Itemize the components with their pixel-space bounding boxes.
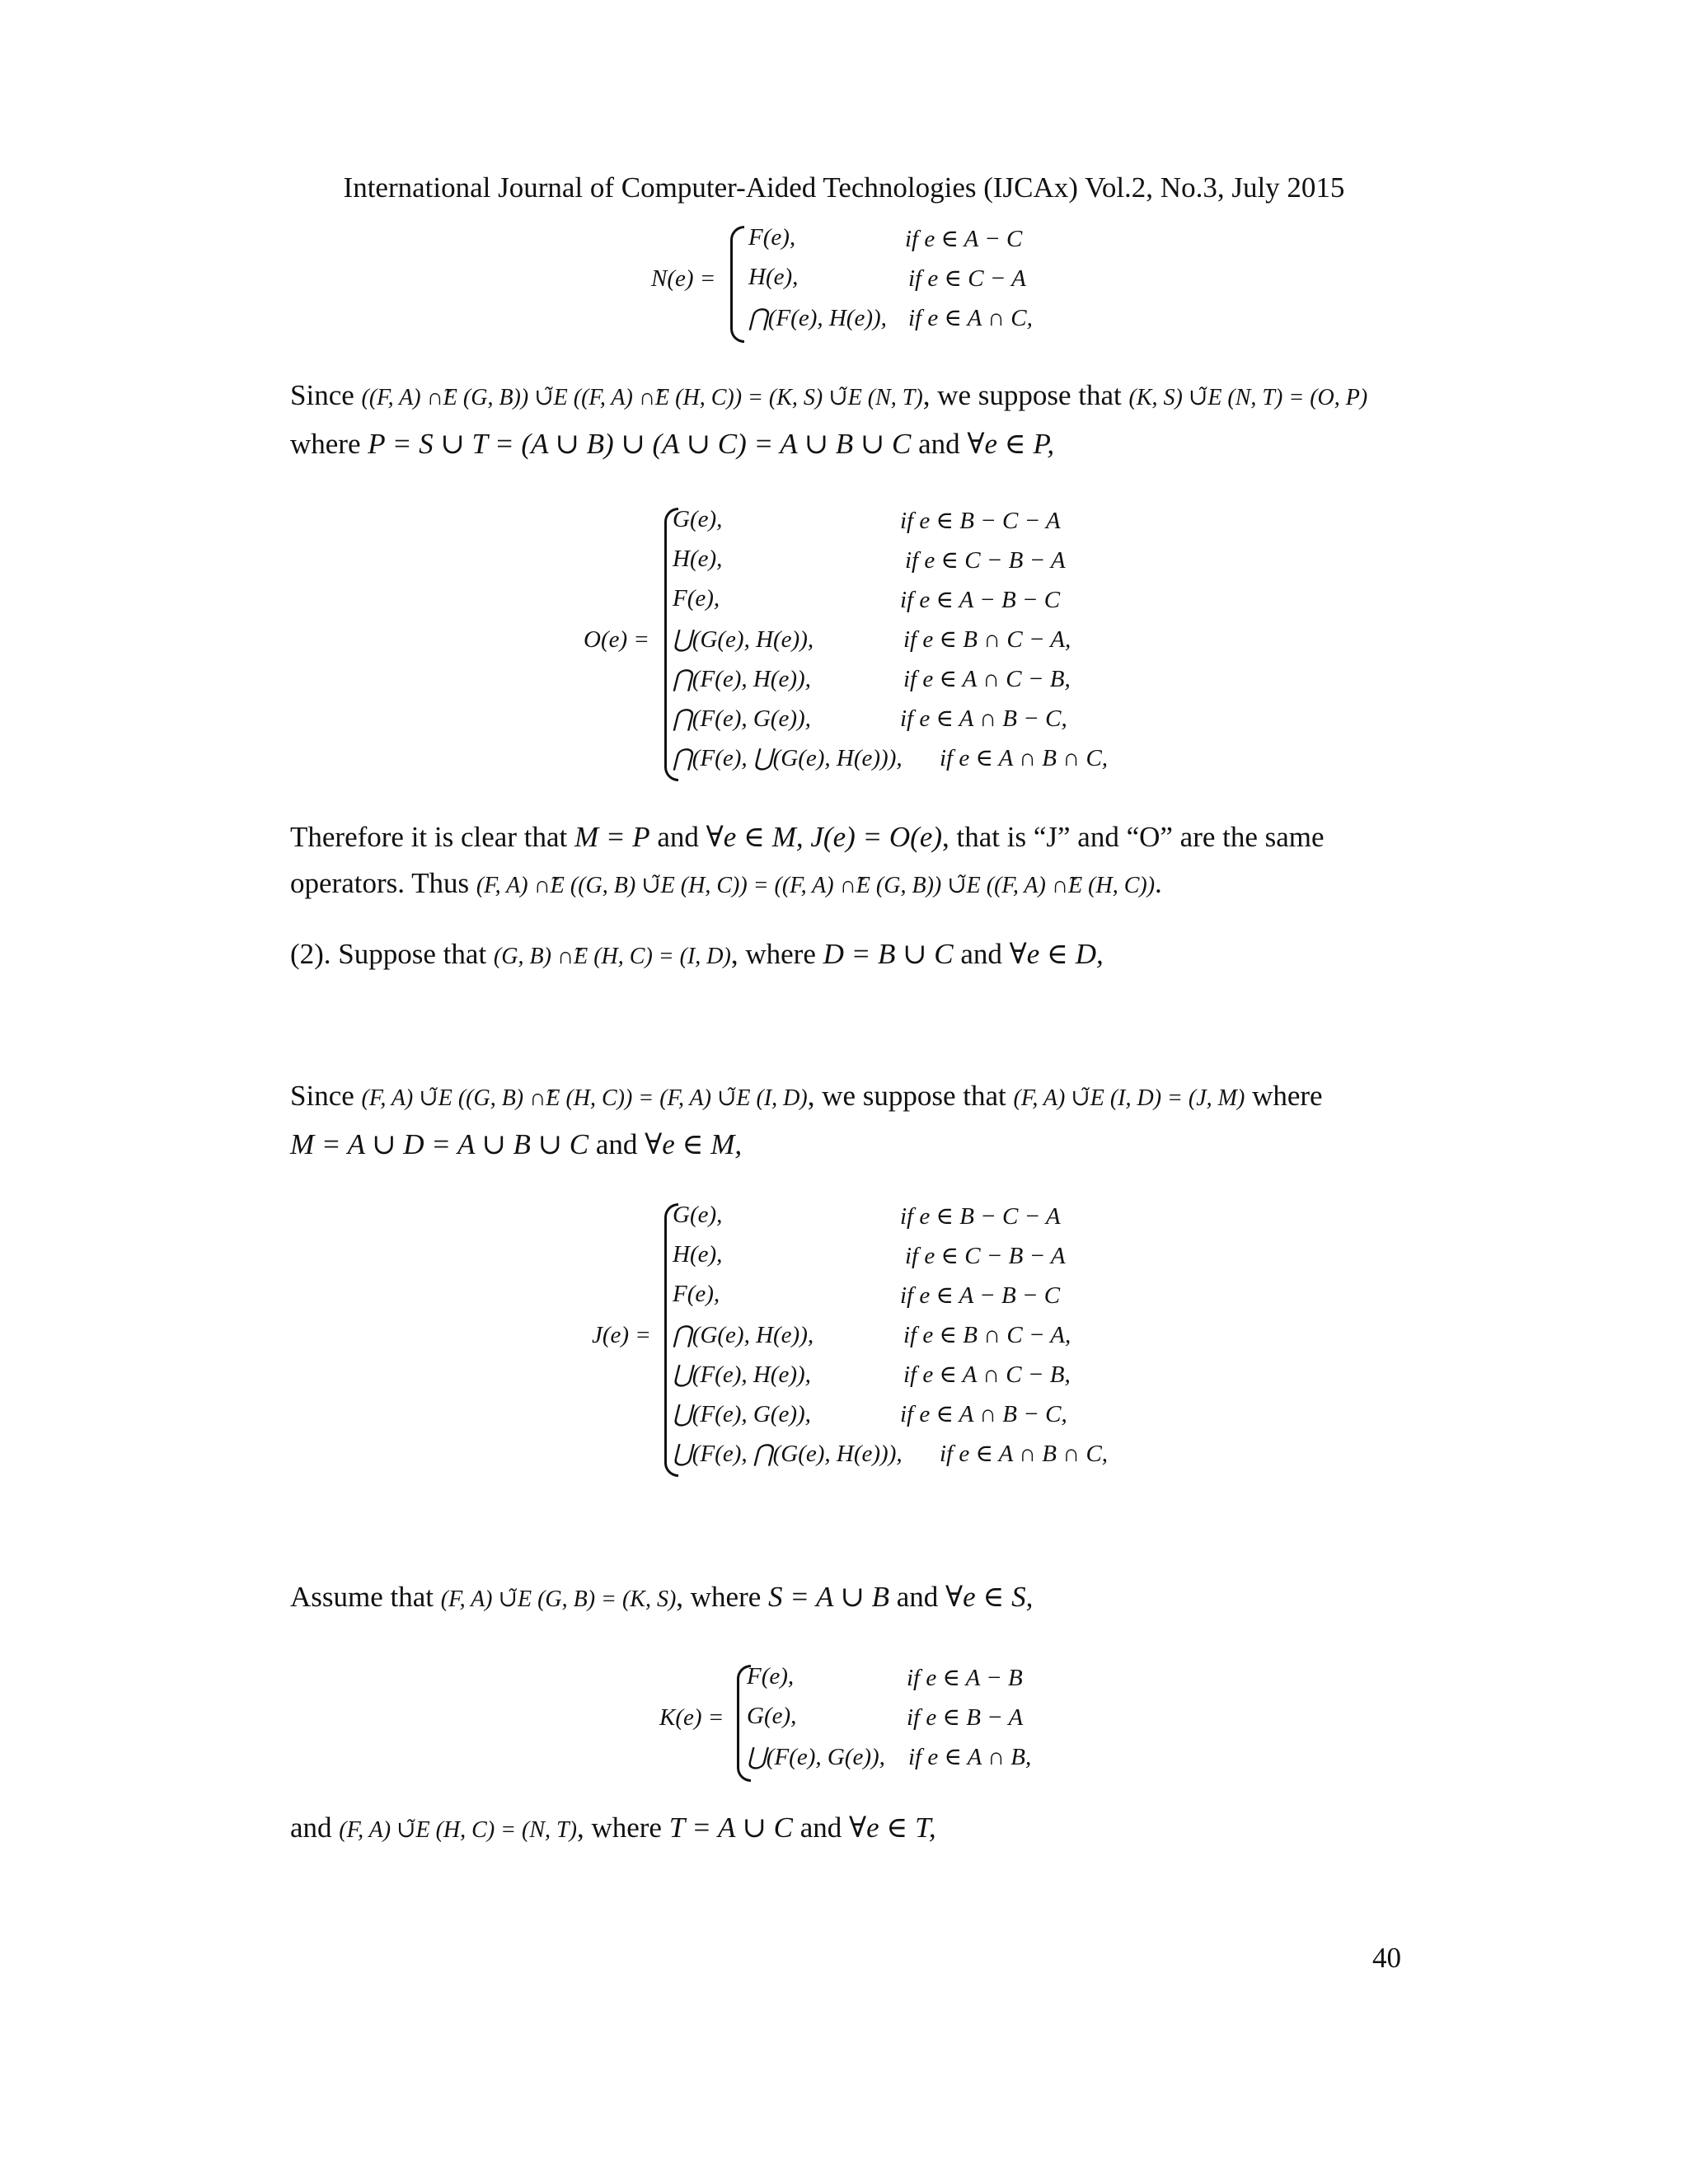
text: and — [595, 1128, 638, 1160]
case-condition: if e ∈ C − B − A — [905, 547, 1066, 574]
case-condition: if e ∈ C − A — [908, 265, 1026, 292]
text: Therefore it is clear that — [290, 821, 568, 853]
text: and — [799, 1811, 842, 1844]
case-condition: if e ∈ A ∩ B − C, — [900, 1401, 1067, 1427]
math-expression: ∀e ∈ S, — [945, 1581, 1034, 1613]
math-expression: (K, S) ∪̃E (N, T) = (O, P) — [1128, 385, 1368, 410]
math-expression: (F, A) ∪̃E (H, C) = (N, T) — [339, 1817, 577, 1843]
math-expression: D = B ∪ C — [823, 938, 954, 970]
text: , where — [730, 938, 816, 970]
math-expression: ((F, A) ∩̃E (G, B)) ∪̃E ((F, A) ∩̃E (H, C)) = (K, S) ∪̃E (N, T) — [361, 385, 923, 410]
case-value: G(e), — [747, 1703, 797, 1729]
case-condition: if e ∈ B − C − A — [900, 508, 1061, 534]
text: where — [1252, 1080, 1323, 1112]
case-condition: if e ∈ A − C — [905, 226, 1023, 252]
case-condition: if e ∈ B − C − A — [900, 1203, 1061, 1230]
case-condition: if e ∈ A ∩ C − B, — [903, 1361, 1071, 1388]
case-condition: if e ∈ B ∩ C − A, — [903, 1322, 1071, 1348]
case-value: F(e), — [748, 224, 796, 251]
math-expression: (F, A) ∪̃E (I, D) = (J, M) — [1013, 1085, 1245, 1111]
paragraph-since-2 — [290, 1073, 1404, 1168]
equation-lhs: O(e) = — [584, 626, 649, 653]
text: Since — [290, 1080, 354, 1112]
case-value: H(e), — [748, 264, 799, 290]
text: and — [960, 938, 1002, 970]
case-condition: if e ∈ A − B — [907, 1665, 1023, 1691]
case-value: ⋃(G(e), H(e)), — [673, 626, 814, 653]
case-value: ⋂(F(e), ⋃(G(e), H(e))), — [673, 745, 903, 771]
math-expression: (F, A) ∪̃E ((G, B) ∩̃E (H, C)) = (F, A) ∪̃E (I, D) — [361, 1085, 808, 1111]
case-condition: if e ∈ A − B − C — [900, 1282, 1061, 1309]
equation-o — [584, 504, 1177, 785]
text: , where — [576, 1811, 662, 1844]
paragraph-since-1 — [290, 373, 1404, 467]
paragraph-and — [290, 1805, 1404, 1854]
case-condition: if e ∈ A ∩ B ∩ C, — [940, 745, 1109, 771]
case-value: H(e), — [673, 546, 723, 572]
equation-lhs: N(e) = — [651, 265, 716, 292]
case-condition: if e ∈ A ∩ C, — [908, 305, 1033, 331]
paragraph-suppose — [290, 931, 1404, 980]
text: , where — [676, 1581, 762, 1613]
text: and — [896, 1581, 939, 1613]
case-value: H(e), — [673, 1241, 723, 1268]
case-condition: if e ∈ B ∩ C − A, — [903, 626, 1071, 653]
case-condition: if e ∈ B − A — [907, 1704, 1024, 1731]
case-value: ⋃(F(e), G(e)), — [747, 1744, 885, 1770]
text: operators. Thus — [290, 867, 470, 899]
case-value: ⋃(F(e), ⋂(G(e), H(e))), — [673, 1441, 903, 1467]
math-expression: ∀e ∈ D, — [1009, 938, 1104, 970]
math-expression: P = S ∪ T = (A ∪ B) ∪ (A ∪ C) = A ∪ B ∪ C — [368, 428, 912, 460]
case-value: ⋂(F(e), G(e)), — [673, 705, 811, 732]
equation-j — [584, 1200, 1177, 1480]
brace — [730, 226, 744, 343]
text: where — [290, 428, 361, 460]
text: and — [657, 821, 699, 853]
text: Assume that — [290, 1581, 434, 1613]
text: , we suppose that — [807, 1080, 1006, 1112]
text: , that is “J” and “O” are the same — [942, 821, 1325, 853]
math-expression: (G, B) ∩̃E (H, C) = (I, D) — [493, 944, 731, 969]
equation-lhs: J(e) = — [592, 1322, 651, 1348]
case-condition: if e ∈ A ∩ B ∩ C, — [940, 1441, 1109, 1467]
equation-lhs: K(e) = — [659, 1704, 724, 1731]
case-condition: if e ∈ A ∩ C − B, — [903, 666, 1071, 692]
case-value: G(e), — [673, 1202, 723, 1228]
case-condition: if e ∈ C − B − A — [905, 1243, 1066, 1269]
case-value: F(e), — [673, 585, 720, 612]
math-expression: ∀e ∈ P, — [967, 428, 1055, 460]
case-value: ⋂(F(e), H(e)), — [748, 305, 887, 331]
math-expression: ∀e ∈ T, — [849, 1811, 936, 1844]
case-condition: if e ∈ A ∩ B, — [908, 1744, 1032, 1770]
text: , we suppose that — [922, 379, 1122, 411]
text: (2). Suppose that — [290, 938, 487, 970]
case-value: ⋂(F(e), H(e)), — [673, 666, 811, 692]
math-expression: ∀e ∈ M, — [645, 1128, 743, 1160]
equation-n — [651, 223, 1146, 346]
text: and — [918, 428, 960, 460]
math-expression: T = A ∪ C — [668, 1811, 793, 1844]
case-condition: if e ∈ A ∩ B − C, — [900, 705, 1067, 732]
text: Since — [290, 379, 354, 411]
paragraph-assume — [290, 1574, 1404, 1623]
math-expression: (F, A) ∩̃E ((G, B) ∪̃E (H, C)) = ((F, A) ∩̃E (G, B)) ∪̃E ((F, A) ∩̃E (H, C)) — [476, 873, 1156, 898]
text: and — [290, 1811, 332, 1844]
case-value: ⋃(F(e), G(e)), — [673, 1401, 811, 1427]
case-value: F(e), — [673, 1281, 720, 1307]
math-expression: S = A ∪ B — [768, 1581, 889, 1613]
paragraph-therefore — [290, 814, 1404, 909]
page-number: 40 — [1372, 1942, 1401, 1974]
case-value: G(e), — [673, 506, 723, 532]
equation-k — [659, 1661, 1154, 1785]
math-expression: ∀e ∈ M, J(e) = O(e) — [706, 821, 943, 853]
math-expression: M = A ∪ D = A ∪ B ∪ C — [290, 1128, 589, 1160]
case-value: ⋂(G(e), H(e)), — [673, 1322, 814, 1348]
math-expression: (F, A) ∪̃E (G, B) = (K, S) — [440, 1586, 677, 1612]
case-value: ⋃(F(e), H(e)), — [673, 1361, 811, 1388]
journal-header: International Journal of Computer-Aided Technologies (IJCAx) Vol.2, No.3, July 2015 — [343, 171, 1345, 204]
case-condition: if e ∈ A − B − C — [900, 587, 1061, 613]
case-value: F(e), — [747, 1663, 795, 1690]
math-expression: M = P — [574, 821, 650, 853]
text: . — [1155, 867, 1162, 899]
